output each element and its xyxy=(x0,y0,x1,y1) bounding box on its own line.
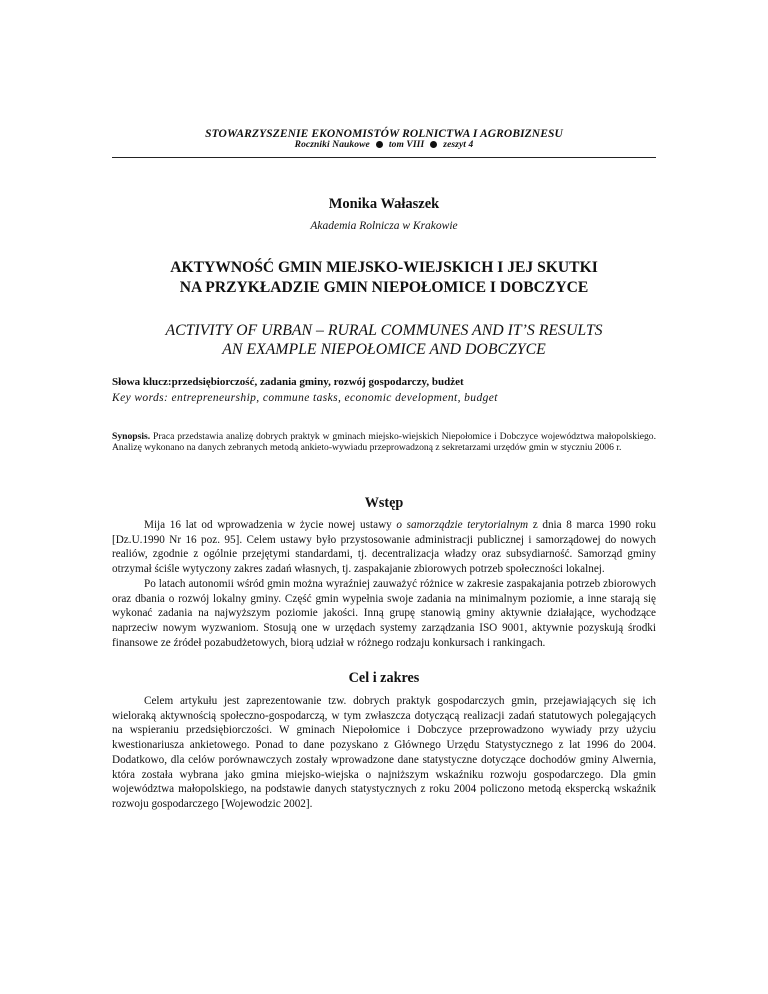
header-rule xyxy=(112,157,656,158)
title-polish-line: AKTYWNOŚĆ GMIN MIEJSKO-WIEJSKICH I JEJ SKUTKI xyxy=(170,259,598,276)
title-english-line: AN EXAMPLE NIEPOŁOMICE AND DOBCZYCE xyxy=(222,341,546,358)
series-name: Roczniki Naukowe xyxy=(294,140,370,150)
title-english-line: ACTIVITY OF URBAN – RURAL COMMUNES AND IT’S RESULTS xyxy=(165,322,603,339)
law-title: o samorządzie terytorialnym xyxy=(396,519,529,531)
section-body-aim-scope xyxy=(112,694,656,812)
journal-name: STOWARZYSZENIE EKONOMISTÓW ROLNICTWA I AGROBIZNESU xyxy=(205,128,563,140)
keywords-polish: Słowa klucz:przedsiębiorczość, zadania gminy, rozwój gospodarczy, budżet xyxy=(112,376,464,388)
section-heading-aim-scope: Cel i zakres xyxy=(348,670,420,686)
author-affiliation: Akademia Rolnicza w Krakowie xyxy=(310,220,458,232)
title-polish-line: NA PRZYKŁADZIE GMIN NIEPOŁOMICE I DOBCZYCE xyxy=(179,279,589,296)
section-body-introduction xyxy=(112,518,656,650)
paragraph-text: z dnia 8 marca 1990 roku [Dz.U.1990 Nr 16 poz. 95]. Celem ustawy było przystosowanie administracji publicznej i samorządowej do nowych realiów, zgodnie z ogólnie przejętymi standardami, tj. decentralizacja władzy oraz subsydiarność. Samorząd gminy otrzymał ściśle wytyczony zakres zadań własnych, tj. zaspakajanie zbiorowych potrzeb społeczności lokalnej. xyxy=(112,519,656,576)
issue-number: zeszyt 4 xyxy=(443,140,474,150)
title-polish xyxy=(112,258,656,298)
paragraph xyxy=(112,518,656,577)
title-english xyxy=(112,321,656,359)
keywords-english: Key words: entrepreneurship, commune tasks, economic development, budget xyxy=(112,392,498,404)
synopsis-label: Synopsis. xyxy=(112,431,151,442)
paragraph: Celem artykułu jest zaprezentowanie tzw. dobrych praktyk gospodarczych gmin, przejawiających się ich wieloraką aktywnością społeczno-gospodarczą, w tym zwłaszcza dotyczącą realizacji zadań statutowych polegających na wspieraniu przedsiębiorczości. W gminach Niepołomice i Dobczyce przeprowadzono wywiady przy użyciu kwestionariusza ankietowego. Ponad to dane pozyskano z Głównego Urzędu Statystycznego z lat 1996 do 2004. Dodatkowo, dla celów porównawczych zostały wprowadzone dane statystyczne dotyczące dochodów gminy Alwernia, która została wybrana jako gmina miejsko-wiejska o najniższym wskaźniku rozwoju gospodarczego. Dla gmin województwa małopolskiego, na podstawie danych statystycznych z roku 2004 policzono metodą ekspercką wskaźnik rozwoju gospodarczego [Wojewodzic 2002]. xyxy=(112,695,656,810)
synopsis-text: Praca przedstawia analizę dobrych praktyk w gminach miejsko-wiejskich Niepołomice i Dobczyce województwa małopolskiego. Analizę wykonano na danych zebranych metodą ankieto-wywiadu przeprowadzoną z sekretarzami urzędów gmin w styczniu 2006 r. xyxy=(112,431,656,453)
journal-header xyxy=(112,128,656,150)
section-heading-introduction: Wstęp xyxy=(364,495,404,511)
paragraph: Po latach autonomii wśród gmin można wyraźniej zauważyć różnice w zakresie zaspakajania potrzeb zbiorowych oraz dbania o rozwój lokalny gminy. Część gmin wypełnia swoje zadania na minimalnym poziomie, a inne starają się wykonać zadania na najwyższym poziomie jakości. Inną grupę stanowią gminy aktywnie działające, wychodzące naprzeciw nowym wyzwaniom. Stosują one w urzędach systemy zarządzania ISO 9001, aktywnie pozyskują środki finansowe ze źródeł pozabudżetowych, biorą udział w różnego rodzaju konkursach i rankingach. xyxy=(112,577,656,649)
author-name: Monika Wałaszek xyxy=(328,196,440,212)
volume-number: tom VIII xyxy=(388,140,425,150)
synopsis xyxy=(112,432,656,454)
paragraph-text: Mija 16 lat od wprowadzenia w życie nowej ustawy xyxy=(144,519,397,531)
bullet-icon xyxy=(430,141,437,148)
journal-issue-line xyxy=(112,140,656,150)
bullet-icon xyxy=(376,141,383,148)
